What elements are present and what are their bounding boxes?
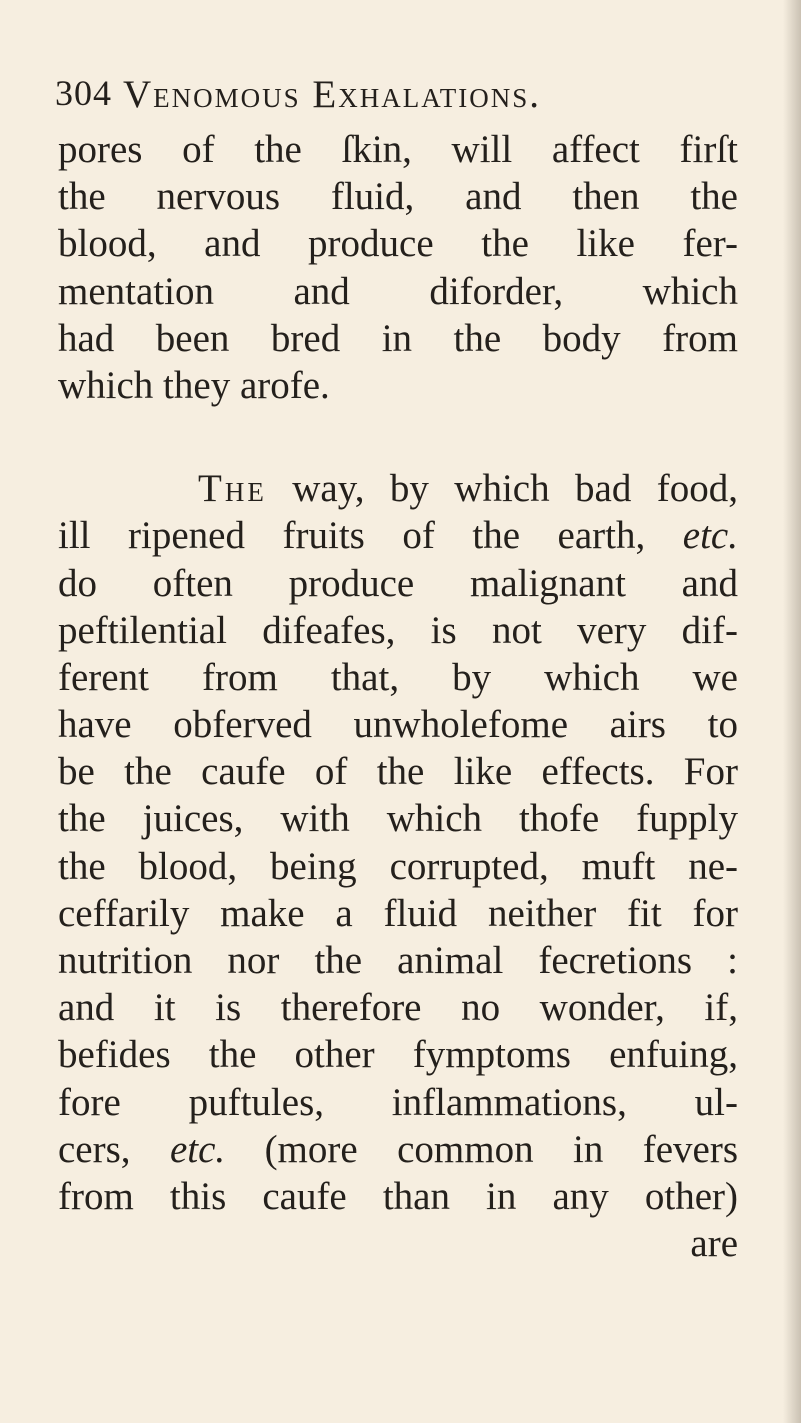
running-title: Venomous Exhalations.	[123, 73, 541, 116]
paragraph-2	[58, 465, 738, 1220]
text-line: be the caufe of the like effects. For	[58, 750, 738, 794]
text-line: blood, and produce the like fer-	[58, 222, 738, 266]
text-line: ceffarily make a fluid neither fit for	[58, 891, 738, 935]
small-caps-word: The	[198, 467, 267, 511]
text-line: mentation and diforder, which	[58, 269, 738, 313]
text-line: cers, etc. (more common in fevers	[58, 1127, 738, 1171]
text-line: ill ripened fruits of the earth, etc.	[58, 514, 738, 558]
text-line: fore puftules, inflammations, ul-	[58, 1080, 738, 1124]
text-line: befides the other fymptoms enfuing,	[58, 1033, 738, 1077]
running-header	[55, 72, 755, 124]
text-line: do often produce malignant and	[58, 561, 738, 605]
text-line: The way, by which bad food,	[198, 467, 738, 511]
page-number: 304	[55, 73, 112, 113]
text-line: had been bred in the body from	[58, 316, 738, 360]
page-edge-shadow	[783, 0, 801, 1423]
text-line: ferent from that, by which we	[58, 655, 738, 699]
italic-abbreviation: etc.	[682, 514, 738, 558]
italic-abbreviation: etc.	[169, 1127, 226, 1171]
paragraph-1	[58, 126, 738, 409]
text-line: peftilential difeafes, is not very dif-	[58, 608, 738, 652]
text-line: have obferved unwholefome airs to	[58, 703, 738, 747]
paragraph-gap	[58, 409, 738, 465]
text-line: pores of the ſkin, will affect firſt	[58, 128, 738, 171]
text-line: and it is therefore no wonder, if,	[58, 986, 738, 1030]
text-line: nutrition nor the animal fecretions :	[58, 939, 738, 982]
body-text	[58, 126, 738, 1267]
text-line: the juices, with which thofe fupply	[58, 797, 738, 841]
text-line: from this caufe than in any other)	[58, 1174, 738, 1218]
text-line: which they arofe.	[58, 363, 330, 407]
text-line: the nervous fluid, and then the	[58, 175, 738, 219]
catchword: are	[690, 1222, 738, 1266]
text-line: the blood, being corrupted, muft ne-	[58, 844, 738, 888]
